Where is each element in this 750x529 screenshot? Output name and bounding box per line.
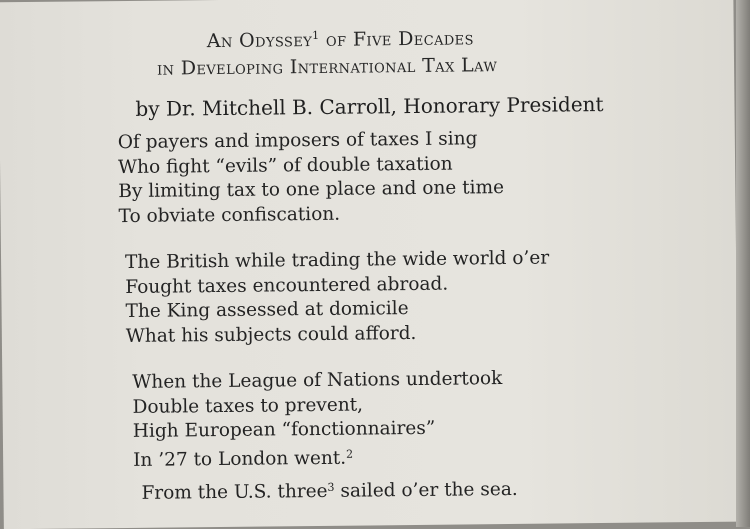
poem-line-text: In ’27 to London went.	[133, 447, 347, 471]
author-byline: by Dr. Mitchell B. Carroll, Honorary President	[135, 91, 604, 121]
stanza-2	[125, 247, 550, 349]
poem-line: When the League of Nations undertook	[132, 368, 503, 393]
poem-line-text: From the U.S. three	[141, 480, 328, 504]
page-edge-shadow	[736, 0, 750, 527]
title-text: An Odyssey	[206, 29, 313, 53]
poem-line: High European “fonctionnaires”	[132, 417, 436, 442]
stanza-4	[141, 474, 517, 506]
poem-line	[133, 441, 503, 473]
poem-line	[141, 474, 517, 506]
footnote-marker-1: 1	[312, 28, 320, 43]
poem-title-line-1	[207, 27, 474, 52]
poem-line: By limiting tax to one place and one time	[118, 177, 505, 203]
footnote-marker-2: 2	[346, 447, 354, 461]
poem-line: The British while trading the wide world o’er	[124, 247, 550, 274]
title-text-rest: of Five Decades	[319, 27, 474, 51]
poem-line: The King assessed at domicile	[125, 298, 409, 323]
poem-line: Fought taxes encountered abroad.	[125, 273, 449, 298]
footnote-marker-3: 3	[327, 480, 335, 494]
poem-title-line-2: in Developing International Tax Law	[156, 54, 498, 80]
poem-line: Of payers and imposers of taxes I sing	[117, 128, 478, 154]
stanza-3	[132, 367, 503, 473]
poem-line: What his subjects could afford.	[125, 322, 417, 347]
poem-line-text-end: sailed o’er the sea.	[334, 478, 518, 502]
poem-line: Who fight “evils” of double taxation	[117, 153, 453, 178]
poem-line: To obviate confiscation.	[118, 203, 341, 227]
poem-line: Double taxes to prevent,	[132, 394, 364, 418]
stanza-1	[118, 127, 505, 229]
